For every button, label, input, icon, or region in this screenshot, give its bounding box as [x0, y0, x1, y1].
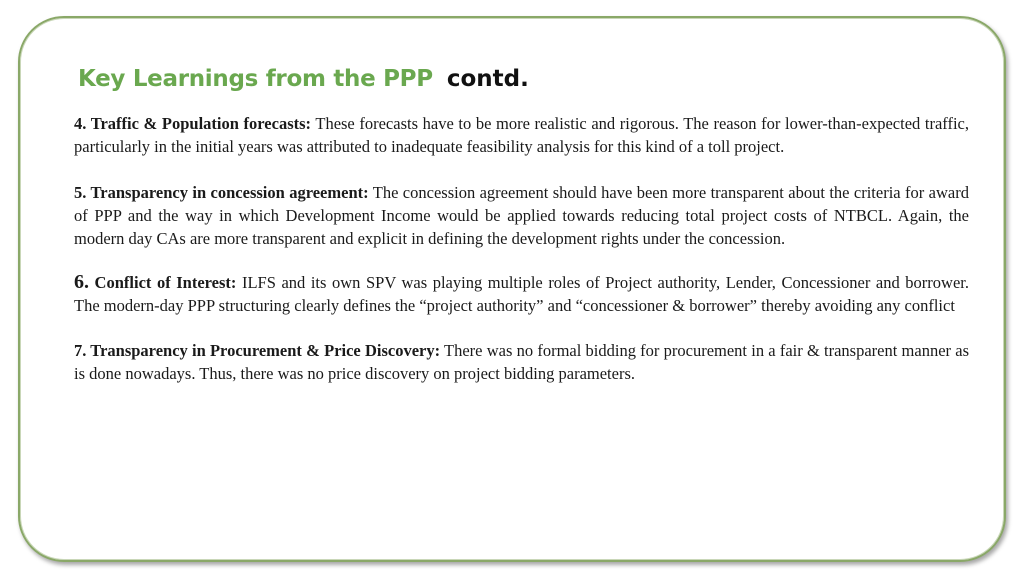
learning-heading: 5. Transparency in concession agreement: [74, 183, 369, 202]
learning-heading: Conflict of Interest: [89, 273, 237, 292]
learning-text: There was no formal bidding for procurement in a fair & transparent manner as is done nowadays. Thus, there was no price discovery on project bidding parameters. [74, 341, 969, 383]
learning-item-5 [74, 181, 969, 250]
slide-title [78, 62, 529, 96]
learning-number: 6. [74, 271, 89, 293]
learning-text: These forecasts have to be more realistic and rigorous. The reason for lower-than-expected traffic, particularly in the initial years was attributed to inadequate feasibility analysis for this kind of a toll project. [74, 114, 970, 156]
learning-heading: 4. Traffic & Population forecasts: [74, 114, 312, 133]
title-suffix: contd. [446, 66, 529, 92]
learning-text: ILFS and its own SPV was playing multiple roles of Project authority, Lender, Concessioner and borrower. The modern-day PPP structuring clearly defines the “project authority” and “concessioner & borrower” thereby avoiding any conflict [74, 273, 969, 315]
learning-item-7 [74, 339, 969, 385]
learning-item-6 [74, 271, 969, 317]
title-main: Key Learnings from the PPP [78, 66, 433, 92]
learning-text: The concession agreement should have been more transparent about the criteria for award of PPP and the way in which Development Income would be applied towards reducing total project costs of NTBCL. Again, the modern day CAs are more transparent and explicit in defining the development rights under the concession. [74, 183, 969, 248]
learning-heading: 7. Transparency in Procurement & Price Discovery: [74, 341, 441, 360]
learning-item-4 [74, 112, 969, 158]
slide-body [74, 112, 969, 385]
